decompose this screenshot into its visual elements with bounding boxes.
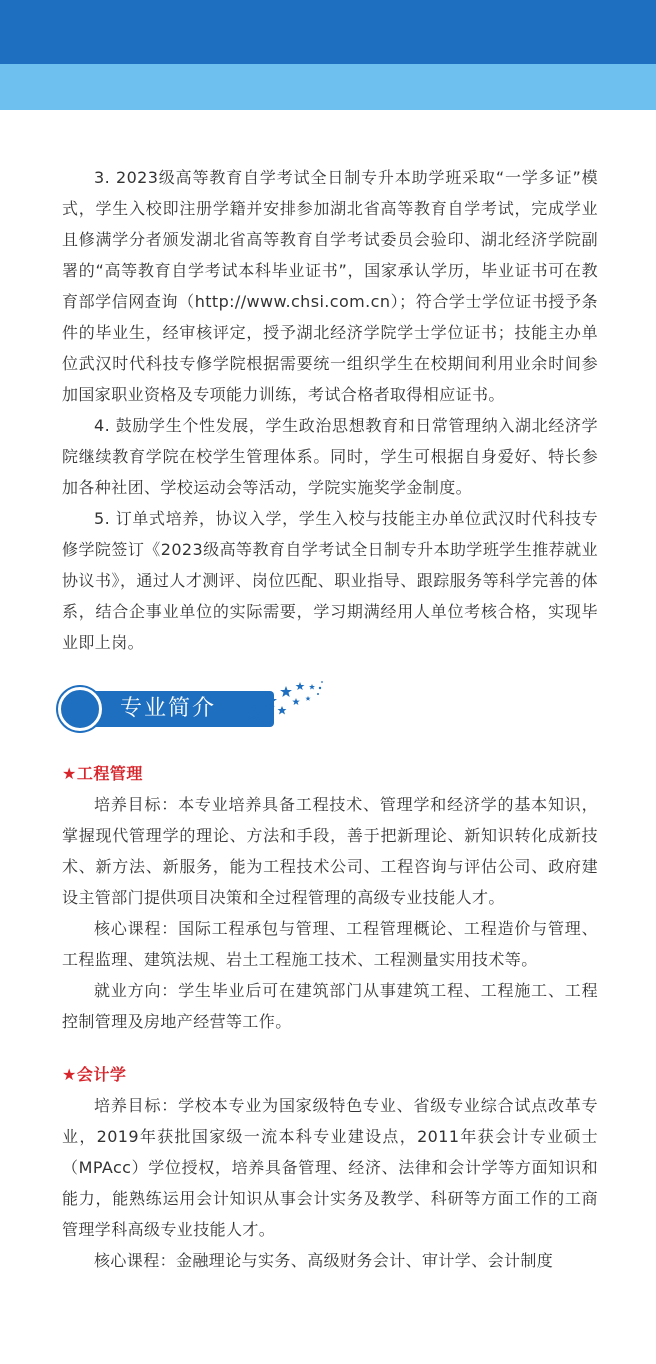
section-title: 专业简介 <box>120 696 217 721</box>
header-band-light <box>0 64 656 110</box>
section-header <box>58 674 598 744</box>
paragraph: 就业方向：学生毕业后可在建筑部门从事建筑工程、工程施工、工程控制管理及房地产经营等工作。 <box>62 981 598 1031</box>
paragraph: 培养目标：学校本专业为国家级特色专业、省级专业综合试点改革专业，2019年获批国家级一流本科专业建设点，2011年获会计专业硕士（MPAcc）学位授权，培养具备管理、经济、法律和会计学等方面知识和能力，能熟练运用会计知识从事会计实务及教学、科研等方面工作的工商管理学科高级专业技能人才。 <box>62 1096 598 1239</box>
section-header-circle <box>58 687 102 731</box>
header-band-dark <box>0 0 656 64</box>
document-body <box>62 162 598 1276</box>
major-title: ★工程管理 <box>62 764 143 783</box>
paragraph: 培养目标：本专业培养具备工程技术、管理学和经济学的基本知识，掌握现代管理学的理论、方法和手段，善于把新理论、新知识转化成新技术、新方法、新服务，能为工程技术公司、工程咨询与评估公司、政府建设主管部门提供项目决策和全过程管理的高级专业技能人才。 <box>62 795 598 907</box>
paragraph: 3. 2023级高等教育自学考试全日制专升本助学班采取“一学多证”模式，学生入校即注册学籍并安排参加湖北省高等教育自学考试，完成学业且修满学分者颁发湖北省高等教育自学考试委员会验印、湖北经济学院副署的“高等教育自学考试本科毕业证书”，国家承认学历，毕业证书可在教育部学信网查询（http://www.chsi.com.cn）；符合学士学位证书授予条件的毕业生，经审核评定，授予湖北经济学院学士学位证书；技能主办单位武汉时代科技专修学院根据需要统一组织学生在校期间利用业余时间参加国家职业资格及专项能力训练，考试合格者取得相应证书。 <box>62 168 598 404</box>
major-title: ★会计学 <box>62 1065 127 1084</box>
paragraph: 核心课程：国际工程承包与管理、工程管理概论、工程造价与管理、工程监理、建筑法规、岩土工程施工技术、工程测量实用技术等。 <box>62 919 598 969</box>
stars-icon <box>236 674 326 734</box>
paragraph: 4. 鼓励学生个性发展，学生政治思想教育和日常管理纳入湖北经济学院继续教育学院在校学生管理体系。同时，学生可根据自身爱好、特长参加各种社团、学校运动会等活动，学院实施奖学金制度。 <box>62 416 598 497</box>
paragraph: 5. 订单式培养，协议入学，学生入校与技能主办单位武汉时代科技专修学院签订《2023级高等教育自学考试全日制专升本助学班学生推荐就业协议书》，通过人才测评、岗位匹配、职业指导、跟踪服务等科学完善的体系，结合企事业单位的实际需要，学习期满经用人单位考核合格，实现毕业即上岗。 <box>62 509 598 652</box>
paragraph: 核心课程：金融理论与实务、高级财务会计、审计学、会计制度 <box>94 1251 554 1270</box>
